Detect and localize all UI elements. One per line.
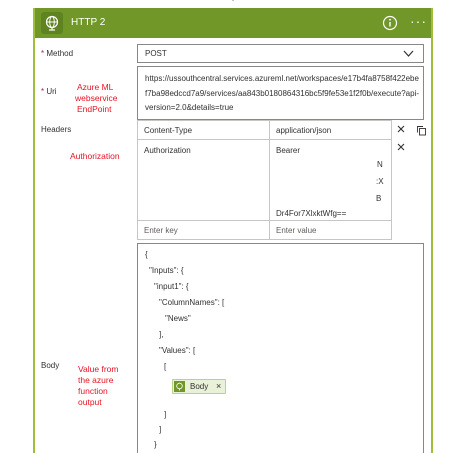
info-icon[interactable]: [382, 15, 398, 31]
body-editor[interactable]: [137, 243, 424, 453]
uri-label: [41, 87, 57, 96]
code-line: "Values": [: [159, 346, 196, 355]
more-options-icon[interactable]: ···: [410, 13, 427, 29]
code-line: }: [154, 440, 157, 449]
method-dropdown[interactable]: [137, 44, 424, 63]
value-placeholder: Enter value: [276, 226, 317, 235]
uri-annotation: [75, 82, 118, 115]
annotation-line: Azure ML: [77, 82, 114, 92]
method-value: POST: [145, 49, 167, 58]
method-label-text: Method: [46, 49, 74, 58]
header-value-text: Bearer: [276, 146, 301, 155]
token-label: Body: [190, 382, 209, 391]
annotation-line: output: [78, 397, 102, 407]
headers-table: [137, 120, 392, 240]
code-line: {: [145, 250, 148, 259]
code-line: "input1": {: [154, 282, 189, 291]
http-globe-icon: [41, 12, 63, 34]
annotation-line: Value from: [78, 364, 119, 374]
code-line: "Inputs": {: [149, 266, 184, 275]
uri-label-text: Uri: [46, 87, 57, 96]
code-line: ],: [159, 330, 164, 339]
code-line: ]: [164, 410, 167, 419]
header-value-line: N: [377, 160, 383, 169]
code-line: "ColumnNames": [: [159, 298, 225, 307]
copy-icon[interactable]: [416, 125, 427, 136]
dynamic-content-token[interactable]: [172, 379, 226, 394]
delete-header-icon[interactable]: [397, 143, 405, 151]
remove-token-icon[interactable]: ×: [216, 381, 222, 391]
headers-label: Headers: [41, 125, 72, 134]
delete-header-icon[interactable]: [397, 125, 405, 133]
new-header-value-input[interactable]: [269, 220, 392, 240]
header-value-line: Dr4For7XlxktWfg==: [276, 209, 347, 218]
uri-field[interactable]: [137, 66, 424, 120]
required-mark: *: [41, 87, 45, 96]
body-annotation: [78, 364, 118, 408]
http-trigger-icon: [174, 381, 185, 392]
annotation-line: EndPoint: [77, 104, 112, 114]
code-line: ]: [159, 425, 162, 434]
required-mark: *: [41, 49, 45, 58]
key-placeholder: Enter key: [144, 226, 178, 235]
method-label: [41, 49, 73, 58]
action-title[interactable]: HTTP 2: [71, 17, 106, 28]
new-header-key-input[interactable]: [137, 220, 270, 240]
header-value-cell[interactable]: [269, 139, 392, 221]
header-key-cell[interactable]: [137, 120, 270, 140]
header-key-text: Authorization: [144, 146, 191, 155]
code-line: "News": [165, 314, 191, 323]
authorization-annotation: Authorization: [70, 151, 120, 161]
header-value-line: :X: [376, 177, 384, 186]
chevron-down-icon: [403, 49, 414, 58]
uri-value: https://ussouthcentral.services.azureml.net/workspaces/e17b4fa8758f422ebef7ba98edccd7a9/services/aa843b0180864316bc5f9fe53e1f2f0b/execute?api-version=2.0&details=true: [145, 74, 419, 112]
body-label: Body: [41, 361, 60, 370]
annotation-line: function: [78, 386, 108, 396]
http-action-card: [33, 8, 433, 453]
header-value-line: B: [376, 194, 382, 203]
action-header[interactable]: [35, 8, 431, 38]
annotation-line: the azure: [78, 375, 114, 385]
code-line: [: [164, 362, 167, 371]
header-key-cell[interactable]: [137, 139, 270, 221]
header-key-text: Content-Type: [144, 126, 193, 135]
connector-arrow-icon: [227, 0, 239, 6]
annotation-line: webservice: [75, 93, 118, 103]
header-value-text: application/json: [276, 126, 332, 135]
header-value-cell[interactable]: [269, 120, 392, 140]
